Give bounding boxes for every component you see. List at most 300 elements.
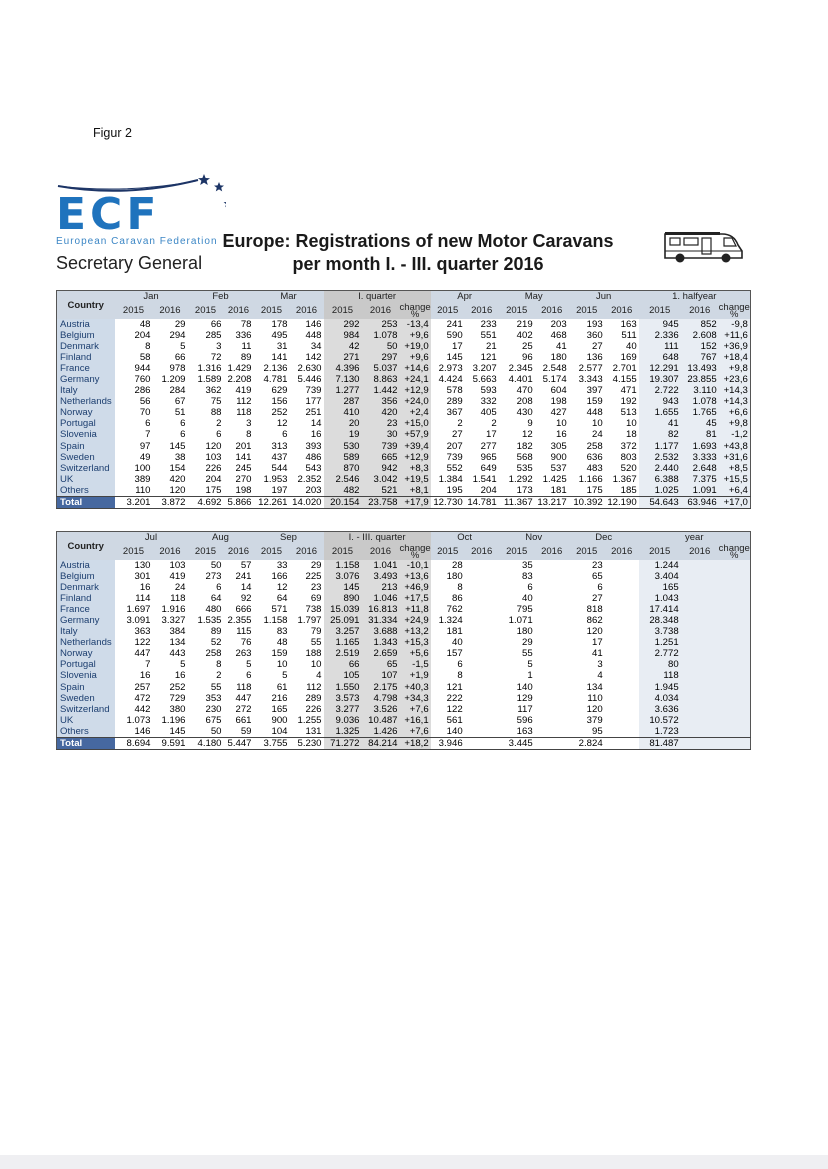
table-cell: +24,1 bbox=[400, 374, 431, 385]
table-cell: 2 bbox=[216, 418, 222, 430]
table-row bbox=[57, 330, 751, 341]
total-cell: 84.214 bbox=[362, 737, 400, 749]
table-cell: 410 bbox=[324, 407, 362, 418]
table-cell: 289 bbox=[305, 692, 322, 704]
table-cell: 1.091 bbox=[681, 485, 719, 497]
table-cell bbox=[719, 615, 751, 626]
table-cell: 14 bbox=[310, 418, 322, 430]
table-cell: 521 bbox=[362, 485, 400, 497]
table-cell: +7,6 bbox=[400, 726, 431, 738]
table-cell: 1.765 bbox=[681, 407, 719, 418]
table-cell: +13,2 bbox=[400, 626, 431, 637]
country-name: Norway bbox=[57, 407, 115, 418]
table-cell bbox=[719, 604, 751, 615]
table-cell: 4.034 bbox=[639, 693, 681, 704]
table-cell bbox=[719, 648, 751, 659]
change-header: change % bbox=[718, 542, 750, 561]
table-cell: +46,9 bbox=[400, 582, 431, 593]
table-cell: 48 bbox=[276, 637, 288, 649]
table-cell: 419 bbox=[169, 571, 186, 583]
title-line-1: Europe: Registrations of new Motor Caravans bbox=[222, 231, 614, 251]
table-cell bbox=[719, 704, 751, 715]
country-name: Denmark bbox=[57, 341, 115, 352]
table-cell: 16 bbox=[310, 429, 322, 441]
table-cell: 142 bbox=[305, 352, 322, 364]
table-cell: 193 bbox=[586, 319, 603, 331]
table-cell: 2.532 bbox=[639, 452, 681, 463]
table-cell bbox=[535, 726, 569, 738]
table-cell: 6 bbox=[527, 582, 533, 594]
table-cell: 72 bbox=[210, 352, 222, 364]
table-cell: 3.333 bbox=[681, 452, 719, 463]
table-cell bbox=[605, 648, 639, 659]
table-row bbox=[57, 374, 751, 385]
table-cell: 8.863 bbox=[362, 374, 400, 385]
table-cell: 180 bbox=[550, 352, 567, 364]
table-cell: 134 bbox=[169, 637, 186, 649]
table-row bbox=[57, 429, 751, 440]
table-cell: 448 bbox=[586, 407, 603, 419]
table-cell: 181 bbox=[446, 626, 463, 638]
table-cell: 2.440 bbox=[639, 463, 681, 474]
change-header: change % bbox=[399, 301, 431, 320]
table-cell: 24 bbox=[174, 582, 186, 594]
table-cell: 52 bbox=[210, 637, 222, 649]
org-role: Secretary General bbox=[56, 253, 203, 273]
registrations-table-q1-q2 bbox=[56, 290, 751, 509]
table-cell: 110 bbox=[135, 484, 151, 496]
table-cell: 104 bbox=[271, 725, 288, 737]
table-cell: 233 bbox=[480, 319, 497, 331]
table-cell: 17 bbox=[452, 341, 463, 353]
table-cell: 25.091 bbox=[324, 615, 362, 626]
table-cell: +15,5 bbox=[719, 474, 751, 485]
table-row bbox=[57, 715, 751, 726]
table-cell: 122 bbox=[446, 703, 463, 715]
table-cell: 419 bbox=[235, 385, 252, 397]
table-cell: 12 bbox=[276, 582, 288, 594]
total-row bbox=[57, 737, 751, 749]
year-header: 2015 bbox=[115, 302, 153, 319]
table-cell: 3.042 bbox=[362, 474, 400, 485]
group-header: Mar bbox=[254, 291, 324, 303]
year-header: 2016 bbox=[535, 543, 569, 560]
year-header: 2015 bbox=[254, 543, 290, 560]
table-row bbox=[57, 615, 751, 626]
total-label: Total bbox=[57, 737, 115, 749]
table-cell: 42 bbox=[324, 341, 362, 352]
table-cell: 2.772 bbox=[639, 648, 681, 659]
total-cell: 54.643 bbox=[639, 496, 681, 508]
table-cell: 1.209 bbox=[161, 374, 186, 386]
table-cell: 175 bbox=[205, 484, 222, 496]
table-cell: 1.945 bbox=[639, 682, 681, 693]
table-cell: 64 bbox=[276, 593, 288, 605]
table-row bbox=[57, 648, 751, 659]
table-cell: 50 bbox=[210, 725, 222, 737]
table-cell: 20 bbox=[324, 418, 362, 429]
table-cell: -9,8 bbox=[719, 319, 751, 330]
table-cell: 114 bbox=[135, 593, 151, 605]
table-cell: 486 bbox=[305, 451, 322, 463]
table-cell: 393 bbox=[305, 440, 322, 452]
table-cell: 12 bbox=[276, 418, 288, 430]
table-cell: 17 bbox=[486, 429, 497, 441]
table-cell bbox=[465, 582, 499, 593]
table-cell: 4 bbox=[597, 670, 603, 682]
table-cell: 107 bbox=[362, 670, 400, 681]
table-cell: 59 bbox=[240, 725, 252, 737]
group-header: 1. halfyear bbox=[639, 291, 751, 303]
table-cell: 27 bbox=[592, 593, 603, 605]
table-row bbox=[57, 682, 751, 693]
table-cell bbox=[605, 715, 639, 726]
table-cell: 270 bbox=[235, 473, 252, 485]
table-cell: +9,6 bbox=[400, 330, 431, 341]
table-cell: 965 bbox=[480, 451, 497, 463]
table-cell: 1.046 bbox=[362, 593, 400, 604]
table-cell: +34,3 bbox=[400, 693, 431, 704]
table-cell bbox=[535, 560, 569, 571]
table-row bbox=[57, 319, 751, 330]
table-cell: 181 bbox=[550, 484, 567, 496]
table-cell: 729 bbox=[169, 692, 186, 704]
table-cell: 213 bbox=[362, 582, 400, 593]
table-cell: 10.487 bbox=[362, 715, 400, 726]
table-cell: 1.177 bbox=[639, 441, 681, 452]
table-cell: +9,6 bbox=[400, 352, 431, 363]
table-cell: +9,8 bbox=[719, 363, 751, 374]
table-cell: 890 bbox=[324, 593, 362, 604]
table-cell: 31.334 bbox=[362, 615, 400, 626]
table-cell: -1,2 bbox=[719, 429, 751, 440]
table-cell: 28 bbox=[452, 560, 463, 572]
table-cell: 803 bbox=[620, 451, 637, 463]
table-cell: 263 bbox=[235, 648, 252, 660]
table-cell bbox=[465, 571, 499, 582]
table-cell: 165 bbox=[639, 582, 681, 593]
group-header: Jun bbox=[569, 291, 639, 303]
table-cell: 207 bbox=[446, 440, 463, 452]
table-cell: 95 bbox=[592, 725, 603, 737]
table-cell: 589 bbox=[324, 452, 362, 463]
table-cell: 360 bbox=[586, 330, 603, 342]
total-cell: 71.272 bbox=[324, 737, 362, 749]
table-cell: 6 bbox=[457, 659, 463, 671]
table-cell: 4 bbox=[316, 670, 322, 682]
table-cell bbox=[681, 615, 719, 626]
table-cell: 2.136 bbox=[263, 363, 288, 375]
table-cell: 156 bbox=[271, 396, 288, 408]
table-cell: +15,3 bbox=[400, 637, 431, 648]
table-cell: 57 bbox=[240, 560, 252, 572]
table-cell: 8 bbox=[457, 670, 463, 682]
table-cell: 313 bbox=[271, 440, 288, 452]
table-cell: 2 bbox=[491, 418, 497, 430]
table-cell: 1.251 bbox=[639, 637, 681, 648]
table-cell: 1.550 bbox=[324, 682, 362, 693]
country-name: Slovenia bbox=[57, 429, 115, 440]
table-cell: 3.526 bbox=[362, 704, 400, 715]
table-cell: 258 bbox=[586, 440, 603, 452]
total-cell: 3.755 bbox=[254, 737, 290, 749]
table-cell: 6 bbox=[145, 418, 151, 430]
table-cell: 55 bbox=[210, 681, 222, 693]
table-cell: 1.158 bbox=[263, 615, 288, 627]
table-cell: 3.091 bbox=[126, 615, 151, 627]
country-name: Norway bbox=[57, 648, 115, 659]
table-cell: 984 bbox=[324, 330, 362, 341]
table-cell: 40 bbox=[522, 593, 533, 605]
table-cell: 420 bbox=[362, 407, 400, 418]
table-cell: +14,3 bbox=[719, 396, 751, 407]
table-cell bbox=[681, 626, 719, 637]
table-cell bbox=[605, 693, 639, 704]
table-cell: +9,8 bbox=[719, 418, 751, 429]
table-cell: +19,0 bbox=[400, 341, 431, 352]
table-cell: 4.781 bbox=[263, 374, 288, 386]
table-cell: 120 bbox=[586, 703, 603, 715]
table-cell: 6 bbox=[246, 670, 252, 682]
table-cell: 430 bbox=[516, 407, 533, 419]
table-cell: 252 bbox=[271, 407, 288, 419]
table-cell bbox=[535, 682, 569, 693]
table-cell: 115 bbox=[236, 626, 252, 638]
table-cell: +6,6 bbox=[719, 407, 751, 418]
table-cell: 83 bbox=[276, 626, 288, 638]
country-name: Switzerland bbox=[57, 463, 115, 474]
table-cell: 55 bbox=[310, 637, 322, 649]
total-cell: 63.946 bbox=[681, 496, 719, 508]
table-cell: +19,5 bbox=[400, 474, 431, 485]
country-name: France bbox=[57, 604, 115, 615]
table-cell: 483 bbox=[586, 462, 603, 474]
table-cell: 3.688 bbox=[362, 626, 400, 637]
year-header: 2016 bbox=[465, 543, 499, 560]
table-cell: 29 bbox=[310, 560, 322, 572]
table-cell: 38 bbox=[174, 451, 186, 463]
table-cell: 427 bbox=[550, 407, 567, 419]
table-cell: 61 bbox=[276, 681, 288, 693]
total-cell: 3.201 bbox=[115, 496, 153, 508]
table-cell: 1.343 bbox=[362, 637, 400, 648]
table-cell: 241 bbox=[446, 319, 463, 331]
table-cell: 50 bbox=[210, 560, 222, 572]
table-cell: 89 bbox=[240, 352, 252, 364]
table-row bbox=[57, 626, 751, 637]
year-header: 2016 bbox=[290, 302, 324, 319]
country-name: Denmark bbox=[57, 582, 115, 593]
table-cell: 472 bbox=[134, 692, 151, 704]
table-cell: +11,8 bbox=[400, 604, 431, 615]
table-cell bbox=[465, 604, 499, 615]
table-cell: 379 bbox=[586, 714, 603, 726]
year-header: 2016 bbox=[153, 302, 188, 319]
table-cell: 141 bbox=[271, 352, 288, 364]
table-cell: 495 bbox=[271, 330, 288, 342]
table-row bbox=[57, 385, 751, 396]
table-cell: 286 bbox=[134, 385, 151, 397]
table-cell bbox=[465, 682, 499, 693]
table-cell bbox=[681, 560, 719, 571]
year-header: 2015 bbox=[431, 302, 465, 319]
table-cell: 943 bbox=[639, 396, 681, 407]
table-cell: 166 bbox=[271, 571, 288, 583]
table-cell: 480 bbox=[205, 604, 222, 616]
table-row bbox=[57, 704, 751, 715]
table-cell: 6 bbox=[180, 429, 186, 441]
table-cell: 157 bbox=[446, 648, 463, 660]
table-cell bbox=[681, 582, 719, 593]
table-cell: 146 bbox=[305, 319, 322, 331]
table-row bbox=[57, 452, 751, 463]
year-header: 2015 bbox=[324, 302, 362, 319]
year-header: 2016 bbox=[224, 543, 254, 560]
table-cell: 1.244 bbox=[639, 560, 681, 571]
table-cell: 3.493 bbox=[362, 571, 400, 582]
table-cell bbox=[605, 704, 639, 715]
table-cell: +11,6 bbox=[719, 330, 751, 341]
table-cell: 2.608 bbox=[681, 330, 719, 341]
table-cell bbox=[605, 560, 639, 571]
table-cell: 2.355 bbox=[227, 615, 252, 627]
table-cell: +12,9 bbox=[400, 452, 431, 463]
table-cell bbox=[719, 637, 751, 648]
table-cell bbox=[605, 726, 639, 738]
table-cell: 188 bbox=[305, 648, 322, 660]
table-cell: 245 bbox=[235, 462, 252, 474]
table-cell: 1.316 bbox=[197, 363, 222, 375]
table-cell: 2.577 bbox=[578, 363, 603, 375]
table-cell bbox=[605, 626, 639, 637]
total-cell: 20.154 bbox=[324, 496, 362, 508]
table-cell: 82 bbox=[639, 429, 681, 440]
group-header: Jul bbox=[115, 532, 188, 544]
table-cell: 89 bbox=[210, 626, 222, 638]
table-cell: 192 bbox=[620, 396, 637, 408]
table-cell: 1.196 bbox=[161, 714, 186, 726]
org-full-name: European Caravan Federation bbox=[56, 236, 218, 247]
table-cell: 112 bbox=[306, 681, 322, 693]
table-cell: 5.174 bbox=[542, 374, 567, 386]
total-cell bbox=[681, 737, 719, 749]
table-cell: 636 bbox=[586, 451, 603, 463]
table-cell: 41 bbox=[556, 341, 567, 353]
total-cell: 5.230 bbox=[290, 737, 324, 749]
table-cell: 2.722 bbox=[639, 385, 681, 396]
table-cell: 28.348 bbox=[639, 615, 681, 626]
table-cell: 11 bbox=[241, 341, 252, 353]
table-cell: 197 bbox=[271, 484, 288, 496]
year-header: 2015 bbox=[431, 543, 465, 560]
table-cell: 537 bbox=[550, 462, 567, 474]
table-cell: 2.630 bbox=[297, 363, 322, 375]
table-row bbox=[57, 604, 751, 615]
table-cell: 2.548 bbox=[542, 363, 567, 375]
table-cell: 198 bbox=[550, 396, 567, 408]
total-cell: 81.487 bbox=[639, 737, 681, 749]
table-cell: 520 bbox=[620, 462, 637, 474]
table-cell: 1.367 bbox=[612, 473, 637, 485]
table-cell bbox=[719, 571, 751, 582]
table-cell: 1.797 bbox=[297, 615, 322, 627]
table-cell: 5.037 bbox=[362, 363, 400, 374]
table-cell: 420 bbox=[169, 473, 186, 485]
total-cell: 12.730 bbox=[431, 496, 465, 508]
table-cell: 8 bbox=[246, 429, 252, 441]
table-cell: 468 bbox=[550, 330, 567, 342]
country-name: Spain bbox=[57, 441, 115, 452]
table-cell: 253 bbox=[362, 319, 400, 330]
table-cell: 5.446 bbox=[297, 374, 322, 386]
table-cell: 79 bbox=[310, 626, 322, 638]
total-cell: +17,9 bbox=[400, 496, 431, 508]
table-cell bbox=[605, 615, 639, 626]
table-cell: 1.655 bbox=[639, 407, 681, 418]
table-cell: 561 bbox=[446, 714, 463, 726]
registrations-table-q3-q4 bbox=[56, 531, 751, 750]
table-cell: 6 bbox=[597, 582, 603, 594]
total-cell: 14.781 bbox=[465, 496, 499, 508]
table-cell: 578 bbox=[446, 385, 463, 397]
table-row bbox=[57, 474, 751, 485]
table-cell: 16 bbox=[139, 582, 151, 594]
table-cell: 180 bbox=[516, 626, 533, 638]
table-cell: 738 bbox=[305, 604, 322, 616]
table-cell: 2 bbox=[457, 418, 463, 430]
table-cell bbox=[535, 571, 569, 582]
table-cell: 552 bbox=[446, 462, 463, 474]
table-cell: 18 bbox=[626, 429, 637, 441]
table-cell: 180 bbox=[446, 571, 463, 583]
table-cell bbox=[465, 637, 499, 648]
table-cell: 767 bbox=[681, 352, 719, 363]
country-name: Netherlands bbox=[57, 637, 115, 648]
table-cell: 27 bbox=[592, 341, 603, 353]
table-cell: +13,6 bbox=[400, 571, 431, 582]
table-cell: 448 bbox=[305, 330, 322, 342]
table-cell: 1 bbox=[527, 670, 533, 682]
table-cell: 1.043 bbox=[639, 593, 681, 604]
table-cell: 447 bbox=[134, 648, 151, 660]
table-cell: 593 bbox=[480, 385, 497, 397]
table-cell: 225 bbox=[305, 571, 322, 583]
table-cell: +14,6 bbox=[400, 363, 431, 374]
table-cell: 2.519 bbox=[324, 648, 362, 659]
table-cell: 1.541 bbox=[472, 473, 497, 485]
table-cell: 596 bbox=[516, 714, 533, 726]
table-cell: 362 bbox=[205, 385, 222, 397]
table-cell: 100 bbox=[134, 462, 151, 474]
table-cell: 16 bbox=[174, 670, 186, 682]
table-cell: 129 bbox=[516, 692, 533, 704]
group-header: Sep bbox=[254, 532, 324, 544]
table-cell: 7.375 bbox=[681, 474, 719, 485]
table-cell: 367 bbox=[446, 407, 463, 419]
table-cell: +1,9 bbox=[400, 670, 431, 681]
total-cell: 2.824 bbox=[569, 737, 605, 749]
table-cell: 544 bbox=[271, 462, 288, 474]
table-cell bbox=[535, 593, 569, 604]
group-header: Dec bbox=[569, 532, 639, 544]
table-cell: 58 bbox=[139, 352, 151, 364]
table-cell: +31,6 bbox=[719, 452, 751, 463]
table-cell: 1.535 bbox=[197, 615, 222, 627]
total-label: Total bbox=[57, 496, 115, 508]
table-cell: 2.345 bbox=[508, 363, 533, 375]
table-cell: 5.663 bbox=[472, 374, 497, 386]
table-cell: 4.155 bbox=[612, 374, 637, 386]
